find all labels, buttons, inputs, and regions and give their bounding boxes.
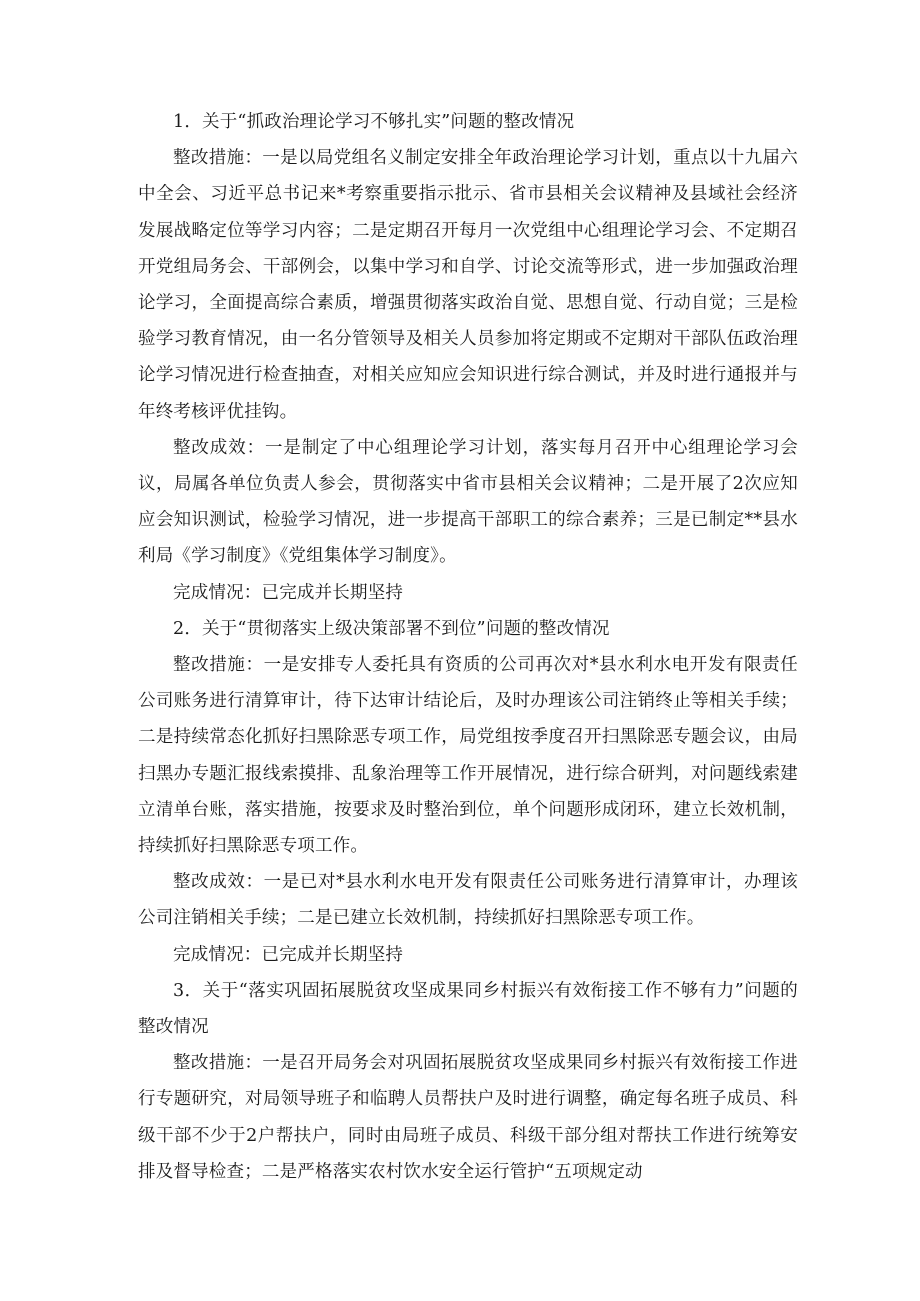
section-1-status: 完成情况：已完成并长期坚持 xyxy=(173,582,404,603)
section-2-measures: 整改措施：一是安排专人委托具有资质的公司再次对*县水利水电开发有限责任公司账务进行清算审计，待下达审计结论后，及时办理该公司注销终止等相关手续；二是持续常态化抓好扫黑除恶专项工作，局党组按季度召开扫黑除恶专题会议，由局扫黑办专题汇报线索摸排、乱象治理等工作开展情况，进行综合研判，对问题线索建立清单台账，落实措施，按要求及时整治到位，单个问题形成闭环，建立长效机制，持续抓好扫黑除恶专项工作。 xyxy=(138,655,798,857)
section-1-heading: 1．关于“抓政治理论学习不够扎实”问题的整改情况 xyxy=(173,112,575,132)
section-1-measures: 整改措施：一是以局党组名义制定安排全年政治理论学习计划，重点以十九届六中全会、习近平总书记来*考察重要指示批示、省市县相关会议精神及县域社会经济发展战略定位等学习内容；二是定期召开每月一次党组中心组理论学习会、不定期召开党组局务会、干部例会，以集中学习和自学、讨论交流等形式，进一步加强政治理论学习，全面提高综合素质，增强贯彻落实政治自觉、思想自觉、行动自觉；三是检验学习教育情况，由一名分管领导及相关人员参加将定期或不定期对干部队伍政治理论学习情况进行检查抽查，对相关应知应会知识进行综合测试，并及时进行通报并与年终考核评优挂钩。 xyxy=(138,148,798,422)
section-2-heading: 2．关于“贯彻落实上级决策部署不到位”问题的整改情况 xyxy=(173,618,610,639)
section-2-status: 完成情况：已完成并长期坚持 xyxy=(173,944,404,965)
document-body xyxy=(138,104,798,1190)
section-3-heading: 3．关于“落实巩固拓展脱贫攻坚成果同乡村振兴有效衔接工作不够有力”问题的整改情况 xyxy=(138,980,798,1038)
section-1-results: 整改成效：一是制定了中心组理论学习计划，落实每月召开中心组理论学习会议，局属各单位负责人参会，贯彻落实中省市县相关会议精神；二是开展了2次应知应会知识测试，检验学习情况，进一步提高干部职工的综合素养；三是已制定**县水利局《学习制度》《党组集体学习制度》。 xyxy=(138,437,798,567)
section-3-measures: 整改措施：一是召开局务会对巩固拓展脱贫攻坚成果同乡村振兴有效衔接工作进行专题研究，对局领导班子和临聘人员帮扶户及时进行调整，确定每名班子成员、科级干部不少于2户帮扶户，同时由局班子成员、科级干部分组对帮扶工作进行统筹安排及督导检查；二是严格落实农村饮水安全运行管护“五项规定动 xyxy=(138,1053,798,1182)
section-2-results: 整改成效：一是已对*县水利水电开发有限责任公司账务进行清算审计，办理该公司注销相关手续；二是已建立长效机制，持续抓好扫黑除恶专项工作。 xyxy=(138,872,798,929)
